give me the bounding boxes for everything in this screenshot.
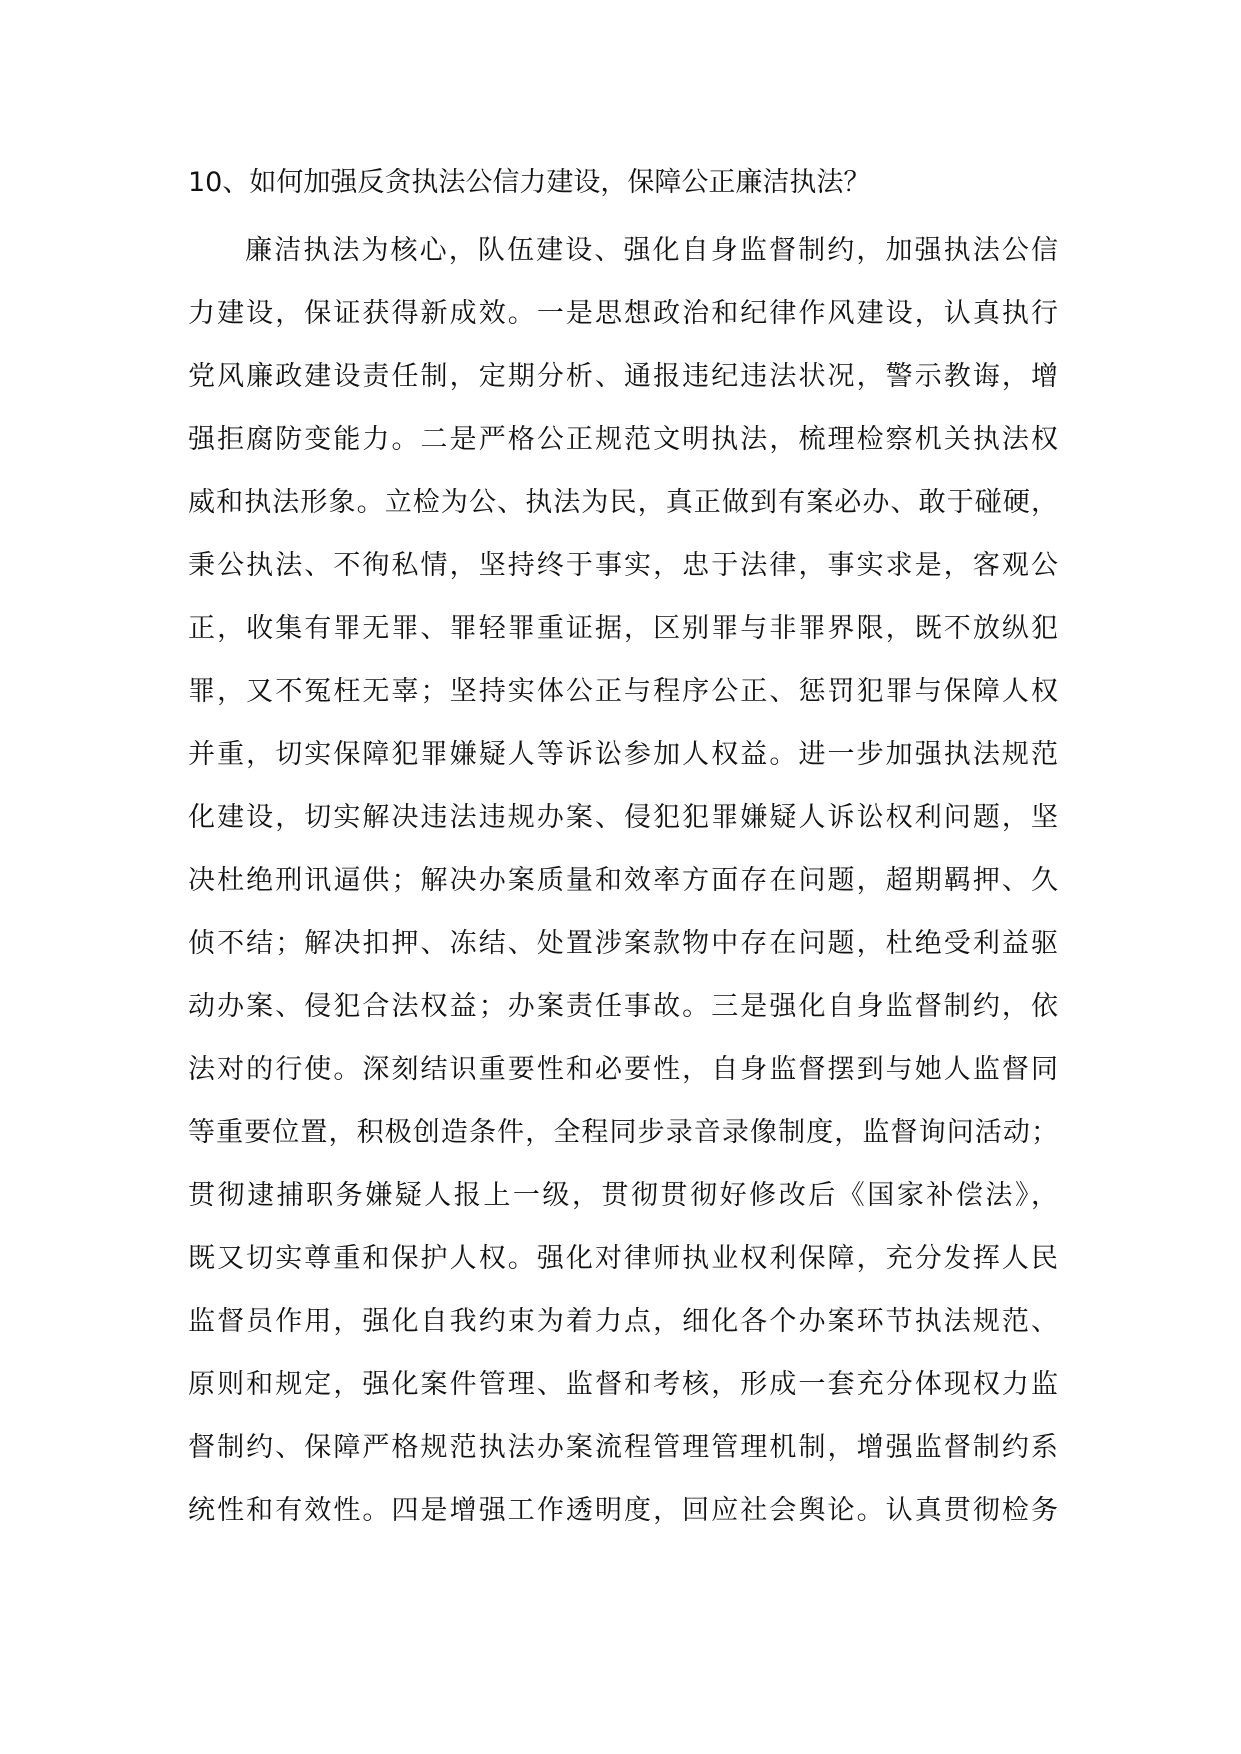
paragraph-line: 既又切实尊重和保护人权。强化对律师执业权利保障，充分发挥人民	[188, 1243, 1058, 1274]
paragraph-line: 等重要位置，积极创造条件，全程同步录音录像制度，监督询问活动；	[188, 1117, 1058, 1148]
paragraph-line: 贯彻逮捕职务嫌疑人报上一级，贯彻贯彻好修改后《国家补偿法》，	[188, 1180, 1058, 1211]
paragraph-line: 廉洁执法为核心，队伍建设、强化自身监督制约，加强执法公信	[245, 235, 1058, 266]
paragraph-line: 罪，又不冤枉无辜；坚持实体公正与程序公正、惩罚犯罪与保障人权	[188, 676, 1058, 707]
paragraph-line: 威和执法形象。立检为公、执法为民，真正做到有案必办、敢于碰硬，	[188, 487, 1058, 518]
question-heading: 10、如何加强反贪执法公信力建设，保障公正廉洁执法？	[188, 167, 871, 198]
paragraph-line: 督制约、保障严格规范执法办案流程管理管理机制，增强监督制约系	[188, 1432, 1058, 1463]
paragraph-line: 并重，切实保障犯罪嫌疑人等诉讼参加人权益。进一步加强执法规范	[188, 739, 1058, 770]
paragraph-line: 原则和规定，强化案件管理、监督和考核，形成一套充分体现权力监	[188, 1369, 1058, 1400]
paragraph-line: 决杜绝刑讯逼供；解决办案质量和效率方面存在问题，超期羁押、久	[188, 865, 1058, 896]
paragraph-line: 强拒腐防变能力。二是严格公正规范文明执法，梳理检察机关执法权	[188, 424, 1058, 455]
paragraph-line: 法对的行使。深刻结识重要性和必要性，自身监督摆到与她人监督同	[188, 1054, 1058, 1085]
paragraph-line: 正，收集有罪无罪、罪轻罪重证据，区别罪与非罪界限，既不放纵犯	[188, 613, 1058, 644]
answer-paragraph	[188, 219, 1058, 1542]
paragraph-line: 化建设，切实解决违法违规办案、侵犯犯罪嫌疑人诉讼权利问题，坚	[188, 802, 1058, 833]
paragraph-line: 监督员作用，强化自我约束为着力点，细化各个办案环节执法规范、	[188, 1306, 1058, 1337]
paragraph-line: 统性和有效性。四是增强工作透明度，回应社会舆论。认真贯彻检务	[188, 1495, 1058, 1526]
paragraph-line: 党风廉政建设责任制，定期分析、通报违纪违法状况，警示教诲，增	[188, 361, 1058, 392]
paragraph-line: 动办案、侵犯合法权益；办案责任事故。三是强化自身监督制约，依	[188, 991, 1058, 1022]
paragraph-line: 秉公执法、不徇私情，坚持终于事实，忠于法律，事实求是，客观公	[188, 550, 1058, 581]
paragraph-line: 侦不结；解决扣押、冻结、处置涉案款物中存在问题，杜绝受利益驱	[188, 928, 1058, 959]
paragraph-line: 力建设，保证获得新成效。一是思想政治和纪律作风建设，认真执行	[188, 298, 1058, 329]
